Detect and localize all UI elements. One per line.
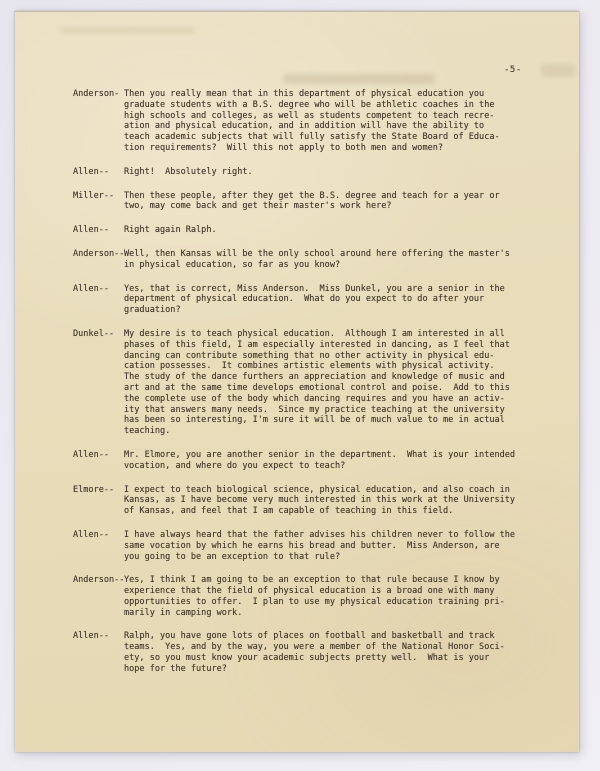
- dialogue-line: I have always heard that the father advises his children never to follow the: [124, 529, 516, 540]
- page-number: -5-: [504, 65, 522, 75]
- dialogue-line: Kansas, as I have become very much interested in this work at the University: [124, 495, 516, 506]
- dialogue-text: [124, 89, 543, 154]
- dialogue-paragraph: [73, 167, 543, 178]
- dialogue-line: vocation, and where do you expect to teach?: [124, 460, 346, 471]
- dialogue-line: Right again Ralph.: [124, 225, 217, 236]
- dialogue-paragraph: [73, 191, 543, 213]
- dialogue-line: you going to be an exception to that rule?: [124, 551, 341, 562]
- dialogue-paragraph: [73, 631, 543, 674]
- dialogue-paragraph: [73, 89, 543, 154]
- dialogue-text: [124, 450, 543, 472]
- dialogue-line: Ralph, you have gone lots of places on football and basketball and track: [124, 631, 495, 642]
- dialogue-line: ation and physical education, and in addition will have the ability to: [124, 121, 485, 132]
- dialogue-line: same vocation by which he earns his bread and butter. Miss Anderson, are: [124, 540, 500, 551]
- dialogue-line: Right! Absolutely right.: [124, 166, 253, 177]
- dialogue-line: graduate students with a B.S. degree who will be athletic coaches in the: [124, 99, 495, 110]
- dialogue-line: Then you really mean that in this department of physical education you: [124, 89, 485, 99]
- dialogue-line: The study of the dance furthers an appreciation and knowledge of music and: [124, 372, 505, 383]
- dialogue-line: Yes, I think I am going to be an exception to that rule because I know by: [124, 575, 500, 586]
- speaker-label: Anderson--: [73, 575, 125, 586]
- transcript: [73, 89, 543, 688]
- dialogue-line: tion requirements? Will this not apply to both men and women?: [124, 142, 444, 153]
- dialogue-paragraph: [73, 329, 543, 437]
- dialogue-line: Mr. Elmore, you are another senior in the department. What is your intended: [124, 449, 516, 460]
- dialogue-paragraph: [73, 530, 543, 562]
- dialogue-line: the complete use of the body which dancing requires and you have an activ-: [124, 393, 505, 404]
- dialogue-line: high schools and colleges, as well as students competent to teach recre-: [124, 110, 495, 121]
- dialogue-line: art and at the same time develops emotional control and poise. Add to this: [124, 382, 510, 393]
- speaker-label: Allen--: [73, 166, 110, 177]
- speaker-label: Dunkel--: [73, 328, 115, 339]
- speaker-label: Allen--: [73, 529, 110, 540]
- dialogue-paragraph: [73, 249, 543, 271]
- dialogue-line: experience that the field of physical education is a broad one with many: [124, 586, 495, 597]
- dialogue-line: teach academic subjects that will fully satisfy the State Board of Educa-: [124, 132, 500, 143]
- dialogue-paragraph: [73, 284, 543, 316]
- dialogue-line: two, may come back and get their master's work here?: [124, 201, 392, 212]
- speaker-label: Allen--: [73, 449, 110, 460]
- document-page: [15, 11, 579, 752]
- dialogue-text: [124, 329, 543, 437]
- dialogue-paragraph: [73, 485, 543, 517]
- dialogue-text: [124, 167, 543, 178]
- dialogue-text: [124, 225, 543, 236]
- speaker-label: Allen--: [73, 283, 110, 294]
- dialogue-line: My desire is to teach physical education. Although I am interested in all: [124, 328, 505, 339]
- dialogue-text: [124, 191, 543, 213]
- speaker-label: Miller--: [73, 190, 115, 201]
- dialogue-line: Well, then Kansas will be the only school around here offering the master's: [124, 248, 510, 259]
- dialogue-line: teaching.: [124, 426, 171, 437]
- dialogue-line: dancing can contribute something that no other activity in physical edu-: [124, 350, 495, 361]
- dialogue-text: [124, 530, 543, 562]
- paper-smudge: [541, 64, 575, 77]
- speaker-label: Allen--: [73, 631, 110, 642]
- dialogue-line: hope for the future?: [124, 663, 227, 674]
- dialogue-line: I expect to teach biological science, physical education, and also coach in: [124, 484, 510, 495]
- dialogue-paragraph: [73, 575, 543, 618]
- dialogue-line: teams. Yes, and by the way, you were a member of the National Honor Soci-: [124, 642, 505, 653]
- dialogue-line: opportunities to offer. I plan to use my physical education training pri-: [124, 596, 505, 607]
- speaker-label: Elmore--: [73, 484, 115, 495]
- dialogue-line: in physical education, so far as you know?: [124, 259, 341, 270]
- paper-smudge: [60, 28, 195, 33]
- dialogue-line: graduation?: [124, 305, 181, 316]
- dialogue-line: department of physical education. What do you expect to do after your: [124, 294, 485, 305]
- dialogue-line: ity that answers many needs. Since my practice teaching at the university: [124, 404, 505, 415]
- dialogue-line: Then these people, after they get the B.S. degree and teach for a year or: [124, 190, 500, 201]
- dialogue-line: ety, so you must know your academic subjects pretty well. What is your: [124, 653, 490, 664]
- dialogue-text: [124, 284, 543, 316]
- dialogue-text: [124, 631, 543, 674]
- dialogue-line: of Kansas, and feel that I am capable of teaching in this field.: [124, 506, 454, 517]
- dialogue-paragraph: [73, 225, 543, 236]
- dialogue-text: [124, 485, 543, 517]
- speaker-label: Allen--: [73, 225, 110, 236]
- dialogue-line: cation possesses. It combines artistic elements with physical activity.: [124, 361, 495, 372]
- dialogue-line: Yes, that is correct, Miss Anderson. Miss Dunkel, you are a senior in the: [124, 283, 505, 294]
- speaker-label: Anderson--: [73, 248, 125, 259]
- dialogue-text: [124, 249, 543, 271]
- paper-smudge: [283, 74, 435, 84]
- dialogue-paragraph: [73, 450, 543, 472]
- speaker-label: Anderson-: [73, 89, 120, 99]
- dialogue-line: phases of this field, I am especially interested in dancing, as I feel that: [124, 339, 510, 350]
- dialogue-text: [124, 575, 543, 618]
- dialogue-line: has been so interesting, I'm sure it will be of much value to me in actual: [124, 415, 505, 426]
- dialogue-line: marily in camping work.: [124, 607, 243, 618]
